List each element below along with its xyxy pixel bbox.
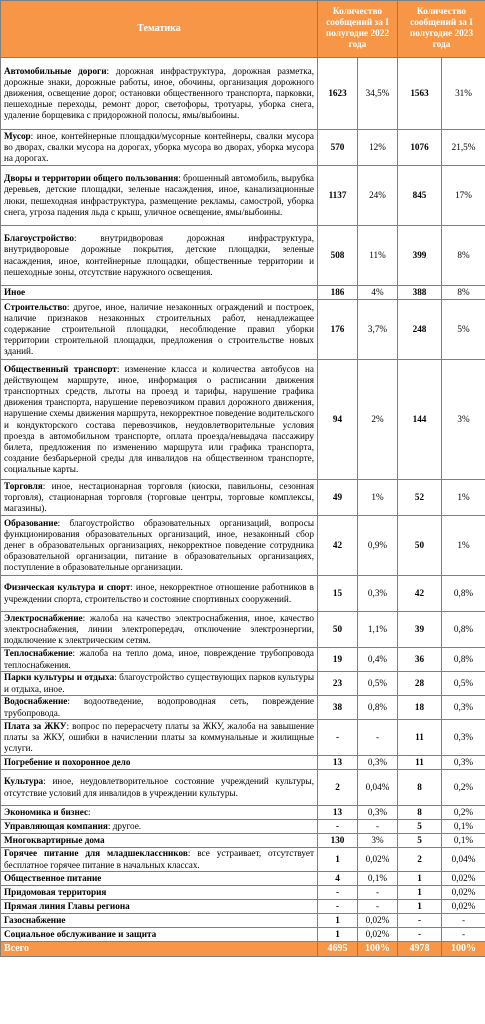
share-2022-cell: 11% [358, 226, 398, 286]
count-2022-cell: 13 [318, 756, 358, 770]
share-2022-cell: 0,1% [358, 872, 398, 886]
table-body [1, 58, 485, 942]
share-2022-cell: 0,3% [358, 756, 398, 770]
table-row [1, 226, 485, 286]
topic-label: Теплоснабжение [4, 648, 73, 659]
count-2022-cell: 1 [318, 928, 358, 942]
share-2023-cell: 0,02% [442, 886, 485, 900]
topic-label: Мусор [4, 130, 31, 141]
total-label: Всего [1, 942, 318, 957]
table-row [1, 806, 485, 820]
table-row [1, 886, 485, 900]
topic-cell [1, 58, 318, 130]
topic-cell [1, 516, 318, 576]
share-2023-cell: 1% [442, 516, 485, 576]
topic-description: : иное, нестационарная торговля (киоски, павильоны, сезонная торговля), стационарная торговля (торговые центры, торговые комплексы, магазины). [4, 480, 314, 514]
share-2022-cell: 0,04% [358, 770, 398, 806]
count-2023-cell: 388 [398, 286, 442, 300]
count-2022-cell: 1137 [318, 166, 358, 226]
count-2023-cell: 248 [398, 300, 442, 360]
table-row [1, 848, 485, 872]
topic-label: Иное [4, 286, 26, 297]
count-2022-cell: 42 [318, 516, 358, 576]
topic-description: : [88, 806, 91, 817]
topic-description: : дорожная инфраструктура, дорожная разметка, дорожные знаки, дорожные работы, иное, обочины, организация дорожного движения, освещение дорог, остановки общественного транспорта, парковки, пешеходные переходы, ремонт дорог, светофоры, тротуары, уборка снега, удаление борщевика с придорожной полосы, ямы/выбоины. [4, 65, 315, 121]
topic-label: Газоснабжение [4, 914, 66, 925]
share-2023-cell: 0,8% [442, 612, 485, 648]
share-2022-cell: - [358, 720, 398, 756]
share-2022-cell: 24% [358, 166, 398, 226]
header-count-2022: Количество сообщений за I полугодие 2022 года [318, 1, 398, 58]
topic-cell [1, 576, 318, 612]
topic-label: Торговля [4, 480, 43, 491]
topic-cell [1, 820, 318, 834]
count-2022-cell: 1 [318, 848, 358, 872]
topic-label: Прямая линия Главы региона [4, 900, 130, 911]
topic-label: Благоустройство [4, 233, 74, 244]
topic-label: Экономика и бизнес [4, 806, 89, 817]
topic-label: Электроснабжение [4, 612, 83, 623]
table-row [1, 672, 485, 696]
topic-description: : другое, иное, наличие незаконных ограждений и построек, наличие признаков незаконных строительных работ, ненадлежащее содержание строительной площадки, несоблюдение правил уборки территории строительной площадки, предложения о строительстве новых зданий. [4, 301, 314, 357]
topic-label: Общественный транспорт [4, 364, 117, 375]
topic-label: Многоквартирные дома [4, 834, 105, 845]
table-row [1, 130, 485, 166]
share-2023-cell: 8% [442, 226, 485, 286]
topic-cell [1, 872, 318, 886]
topic-label: Погребение и похоронное дело [4, 756, 131, 767]
topic-cell [1, 130, 318, 166]
topic-description: : изменение класса и количества автобусов на действующем маршруте, иное, информация о расписании движения транспортных средств, льготы на проезд и тарифы, нарушение графика движения транспорта, нарушение перевозчиком правил дорожного движения, нарушение схемы движения маршрута, некорректное поведение водительского и кондукторского состава перевозчиков, неудовлетворительные условия проезда в автомобильном транспорте, оплата проезда/невыдача пассажиру билета, предложения по изменению маршрута или графика транспорта, создание безбарьерной среды для инвалидов на общественном транспорте, социальные карты. [4, 364, 314, 474]
topic-label: Социальное обслуживание и защита [4, 928, 157, 939]
topic-label: Управляющая компания [4, 820, 108, 831]
share-2022-cell: 0,9% [358, 516, 398, 576]
topic-description: : иное, некорректное отношение работников в учреждении спорта, строительство и состояние спортивных сооружений. [4, 582, 314, 604]
count-2023-cell: 52 [398, 480, 442, 516]
topic-label: Образование [4, 517, 58, 528]
topic-label: Придомовая территория [4, 886, 107, 897]
share-2022-cell: 0,02% [358, 928, 398, 942]
share-2022-cell: 4% [358, 286, 398, 300]
share-2022-cell: 0,8% [358, 696, 398, 720]
count-2022-cell: 1 [318, 914, 358, 928]
count-2023-cell: 1 [398, 886, 442, 900]
topic-cell [1, 696, 318, 720]
share-2022-cell: 1,1% [358, 612, 398, 648]
topic-cell [1, 756, 318, 770]
share-2022-cell: 0,02% [358, 914, 398, 928]
topic-description: : вопрос по перерасчету платы за ЖКУ, жалоба на завышение платы за ЖКУ, ошибки в начислении платы за коммунальные и жилищные услуги. [4, 720, 314, 754]
table-row [1, 648, 485, 672]
topic-cell [1, 300, 318, 360]
share-2023-cell: 21,5% [442, 130, 485, 166]
share-2023-cell: 31% [442, 58, 485, 130]
topic-cell [1, 226, 318, 286]
count-2022-cell: 508 [318, 226, 358, 286]
topic-label: Водоснабжение [4, 696, 68, 707]
count-2023-cell: 18 [398, 696, 442, 720]
table-row [1, 928, 485, 942]
share-2022-cell: 0,3% [358, 576, 398, 612]
table-row [1, 516, 485, 576]
topic-cell [1, 672, 318, 696]
topic-label: Строительство [4, 301, 67, 312]
share-2023-cell: 3% [442, 360, 485, 480]
count-2022-cell: - [318, 886, 358, 900]
total-count-2022: 4695 [318, 942, 358, 957]
table-row [1, 300, 485, 360]
count-2022-cell: 19 [318, 648, 358, 672]
count-2022-cell: 176 [318, 300, 358, 360]
share-2022-cell: 3% [358, 834, 398, 848]
topic-cell [1, 648, 318, 672]
table-row [1, 480, 485, 516]
count-2022-cell: - [318, 900, 358, 914]
count-2023-cell: - [398, 928, 442, 942]
topic-description: : брошенный автомобиль, вырубка деревьев, детские площадки, зеленые насаждения, иное, канализационные люки, пешеходная инфраструктура, размещение рекламы, самострой, уборка снега, угроза падения льда с крыш, уличное освещение, ямы/выбоины. [4, 173, 314, 217]
share-2023-cell: 17% [442, 166, 485, 226]
topic-description: : внутридворовая дорожная инфраструктура, внутридворовые дорожные покрытия, детские площадки, зеленые насаждения, иное, контейнерные площадки, общественные территории и пешеходные зоны, отсутствие наружного освещения. [4, 233, 314, 277]
count-2023-cell: 5 [398, 834, 442, 848]
topic-label: Парки культуры и отдыха [4, 672, 115, 683]
topic-cell [1, 770, 318, 806]
share-2023-cell: - [442, 928, 485, 942]
share-2022-cell: 0,3% [358, 806, 398, 820]
count-2022-cell: 2 [318, 770, 358, 806]
topic-cell [1, 612, 318, 648]
share-2023-cell: 0,8% [442, 576, 485, 612]
topic-description: : жалоба на тепло дома, иное, повреждение трубопровода теплоснабжения. [4, 648, 314, 670]
topic-cell [1, 286, 318, 300]
topic-description: : иное, контейнерные площадки/мусорные контейнеры, свалки мусора во дворах, свалки мусора на дорогах, уборка мусора во дворах, уборка мусора на дорогах. [4, 130, 314, 164]
header-count-2023: Количество сообщений за I полугодие 2023 года [398, 1, 485, 58]
topic-label: Физическая культура и спорт [4, 582, 131, 593]
table-row [1, 914, 485, 928]
count-2023-cell: 11 [398, 756, 442, 770]
table-row [1, 286, 485, 300]
topic-cell [1, 900, 318, 914]
share-2022-cell: 0,4% [358, 648, 398, 672]
count-2022-cell: 4 [318, 872, 358, 886]
share-2023-cell: 0,3% [442, 720, 485, 756]
share-2023-cell: 0,02% [442, 900, 485, 914]
count-2022-cell: 570 [318, 130, 358, 166]
count-2023-cell: 39 [398, 612, 442, 648]
table-row [1, 360, 485, 480]
share-2023-cell: 0,1% [442, 834, 485, 848]
share-2023-cell: 0,3% [442, 696, 485, 720]
topic-label: Культура [4, 776, 44, 787]
share-2022-cell: 2% [358, 360, 398, 480]
share-2022-cell: - [358, 886, 398, 900]
table-row [1, 696, 485, 720]
share-2023-cell: 1% [442, 480, 485, 516]
topic-description: : жалоба на качество электроснабжения, иное, качество электроснабжения, линии электропередач, отключение электроэнергии, подключение к электрическим сетям. [4, 612, 314, 646]
share-2023-cell: 5% [442, 300, 485, 360]
topic-cell [1, 848, 318, 872]
table-row [1, 900, 485, 914]
count-2022-cell: 13 [318, 806, 358, 820]
count-2023-cell: 28 [398, 672, 442, 696]
table-row [1, 770, 485, 806]
table-row [1, 576, 485, 612]
table-row [1, 720, 485, 756]
topic-description: : другое. [107, 820, 142, 831]
header-topic: Тематика [1, 1, 318, 58]
share-2023-cell: 0,5% [442, 672, 485, 696]
share-2022-cell: 12% [358, 130, 398, 166]
count-2023-cell: 50 [398, 516, 442, 576]
table-row [1, 820, 485, 834]
count-2022-cell: 130 [318, 834, 358, 848]
count-2023-cell: 1 [398, 900, 442, 914]
count-2023-cell: 1076 [398, 130, 442, 166]
count-2023-cell: 845 [398, 166, 442, 226]
count-2023-cell: - [398, 914, 442, 928]
topic-cell [1, 834, 318, 848]
share-2022-cell: 0,5% [358, 672, 398, 696]
share-2022-cell: 1% [358, 480, 398, 516]
count-2022-cell: - [318, 720, 358, 756]
topic-cell [1, 914, 318, 928]
count-2023-cell: 5 [398, 820, 442, 834]
share-2023-cell: - [442, 914, 485, 928]
count-2022-cell: 15 [318, 576, 358, 612]
share-2023-cell: 0,2% [442, 806, 485, 820]
count-2023-cell: 8 [398, 806, 442, 820]
share-2023-cell: 0,1% [442, 820, 485, 834]
topic-cell [1, 720, 318, 756]
share-2023-cell: 0,3% [442, 756, 485, 770]
topic-cell [1, 480, 318, 516]
table-row [1, 834, 485, 848]
share-2022-cell: 34,5% [358, 58, 398, 130]
total-share-2023: 100% [442, 942, 485, 957]
topic-description: : водоотведение, водопроводная сеть, повреждение трубопровода. [4, 696, 314, 718]
table-row [1, 872, 485, 886]
topic-label: Общественное питание [4, 872, 102, 883]
total-count-2023: 4978 [398, 942, 442, 957]
topic-cell [1, 166, 318, 226]
count-2022-cell: - [318, 820, 358, 834]
count-2022-cell: 23 [318, 672, 358, 696]
share-2023-cell: 0,8% [442, 648, 485, 672]
count-2022-cell: 186 [318, 286, 358, 300]
table-row [1, 58, 485, 130]
table-row [1, 756, 485, 770]
topic-label: Дворы и территории общего пользования [4, 173, 179, 184]
share-2023-cell: 8% [442, 286, 485, 300]
count-2023-cell: 1 [398, 872, 442, 886]
total-row [1, 942, 485, 957]
topic-description: : благоустройство существующих парков культуры и отдыха, иное. [4, 672, 314, 694]
topic-label: Автомобильные дороги [4, 65, 107, 76]
topic-cell [1, 928, 318, 942]
count-2022-cell: 50 [318, 612, 358, 648]
share-2023-cell: 0,04% [442, 848, 485, 872]
count-2023-cell: 42 [398, 576, 442, 612]
count-2023-cell: 11 [398, 720, 442, 756]
share-2022-cell: 0,02% [358, 848, 398, 872]
topic-cell [1, 360, 318, 480]
table-row [1, 612, 485, 648]
count-2023-cell: 8 [398, 770, 442, 806]
topic-label: Плата за ЖКУ [4, 720, 67, 731]
share-2022-cell: 3,7% [358, 300, 398, 360]
count-2023-cell: 1563 [398, 58, 442, 130]
share-2023-cell: 0,2% [442, 770, 485, 806]
table-row [1, 166, 485, 226]
topic-description: : благоустройство образовательных организаций, вопросы функционирования образовательных организаций, иное, незаконный сбор денег в образовательных организациях, некорректное поведение сотрудника образовательной организации, питание в образовательных организациях, поступление в образовательные организации. [4, 517, 314, 573]
topic-cell [1, 886, 318, 900]
count-2023-cell: 36 [398, 648, 442, 672]
share-2022-cell: - [358, 900, 398, 914]
table-header-row [1, 1, 485, 58]
count-2023-cell: 399 [398, 226, 442, 286]
count-2023-cell: 2 [398, 848, 442, 872]
count-2022-cell: 38 [318, 696, 358, 720]
topic-description: : все устраивает, отсутствует бесплатное горячее питание в начальных классах. [4, 848, 314, 870]
count-2022-cell: 49 [318, 480, 358, 516]
count-2022-cell: 1623 [318, 58, 358, 130]
total-share-2022: 100% [358, 942, 398, 957]
share-2023-cell: 0,02% [442, 872, 485, 886]
count-2022-cell: 94 [318, 360, 358, 480]
share-2022-cell: - [358, 820, 398, 834]
count-2023-cell: 144 [398, 360, 442, 480]
topic-label: Горячее питание для младшеклассников [4, 848, 188, 859]
topic-description: : иное, неудовлетворительное состояние учреждений культуры, отсутствие условий для инвалидов в учреждении культуры. [4, 776, 314, 798]
topic-cell [1, 806, 318, 820]
